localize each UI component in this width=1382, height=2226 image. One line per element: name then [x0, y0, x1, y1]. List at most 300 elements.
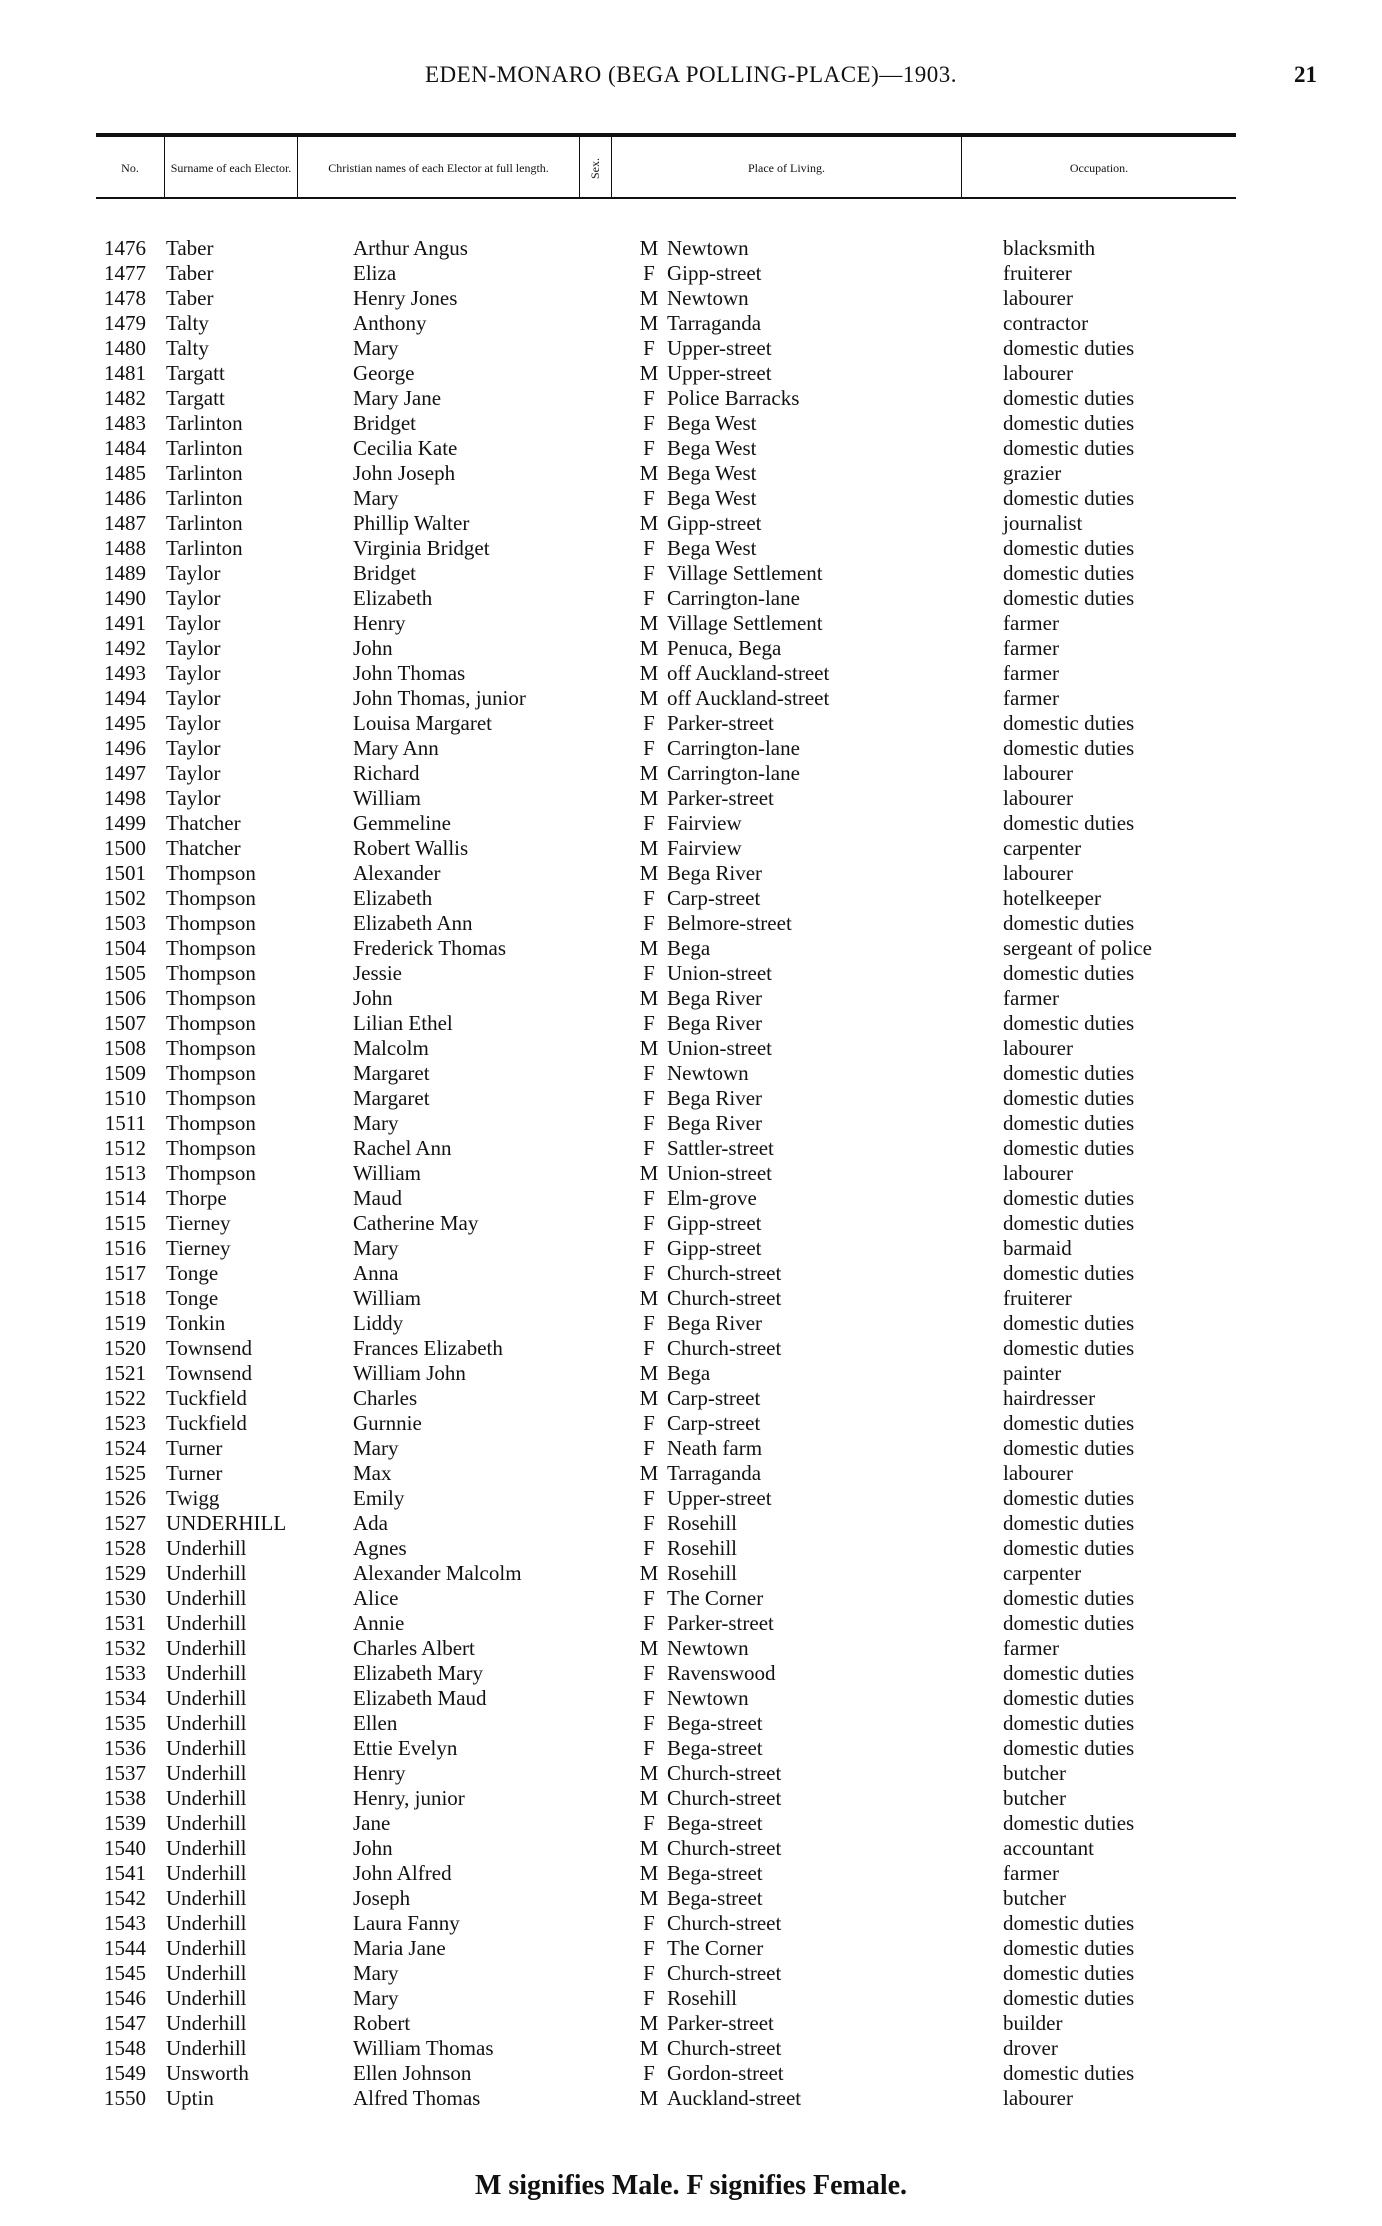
elector-occupation: painter	[1003, 1361, 1062, 1385]
table-row	[0, 286, 1382, 311]
elector-christian-names: Henry	[353, 1761, 406, 1785]
table-row	[0, 1786, 1382, 1811]
elector-surname: Thorpe	[166, 1186, 227, 1210]
elector-number: 1507	[104, 1011, 146, 1035]
elector-occupation: domestic duties	[1003, 1111, 1135, 1135]
table-row	[0, 236, 1382, 261]
table-row	[0, 1211, 1382, 1236]
elector-number: 1541	[104, 1861, 146, 1885]
elector-christian-names: Henry Jones	[353, 286, 458, 310]
table-row	[0, 361, 1382, 386]
elector-place: Fairview	[667, 811, 742, 835]
elector-sex: M	[639, 1886, 659, 1910]
elector-christian-names: Richard	[353, 761, 420, 785]
elector-occupation: butcher	[1003, 1786, 1066, 1810]
elector-occupation: farmer	[1003, 1861, 1059, 1885]
elector-surname: Thompson	[166, 1036, 256, 1060]
elector-occupation: domestic duties	[1003, 1411, 1135, 1435]
table-row	[0, 1261, 1382, 1286]
elector-number: 1494	[104, 686, 146, 710]
elector-christian-names: Malcolm	[353, 1036, 429, 1060]
elector-christian-names: Charles Albert	[353, 1636, 475, 1660]
elector-number: 1510	[104, 1086, 146, 1110]
elector-sex: M	[639, 311, 659, 335]
elector-sex: M	[639, 286, 659, 310]
elector-occupation: labourer	[1003, 786, 1073, 810]
elector-sex: M	[639, 1836, 659, 1860]
elector-occupation: labourer	[1003, 361, 1073, 385]
elector-occupation: domestic duties	[1003, 811, 1135, 835]
elector-surname: Taylor	[166, 736, 221, 760]
elector-sex: F	[643, 1986, 655, 2010]
elector-sex: M	[639, 2036, 659, 2060]
elector-occupation: farmer	[1003, 686, 1059, 710]
elector-sex: M	[639, 686, 659, 710]
elector-number: 1531	[104, 1611, 146, 1635]
elector-christian-names: Gurnnie	[353, 1411, 422, 1435]
header-surname: Surname of each Elector.	[164, 137, 297, 199]
elector-christian-names: Mary	[353, 1986, 399, 2010]
elector-surname: Townsend	[166, 1361, 253, 1385]
elector-surname: Underhill	[166, 1536, 247, 1560]
table-row	[0, 1761, 1382, 1786]
elector-surname: Unsworth	[166, 2061, 249, 2085]
elector-sex: F	[643, 1486, 655, 1510]
elector-sex: M	[639, 611, 659, 635]
elector-number: 1481	[104, 361, 146, 385]
elector-surname: Talty	[166, 311, 209, 335]
header-place: Place of Living.	[611, 137, 961, 199]
elector-sex: M	[639, 761, 659, 785]
elector-place: Ravenswood	[667, 1661, 776, 1685]
elector-surname: Tarlinton	[166, 536, 243, 560]
table-row	[0, 811, 1382, 836]
elector-place: Bega River	[667, 1011, 763, 1035]
elector-sex: F	[643, 1536, 655, 1560]
elector-occupation: labourer	[1003, 2086, 1073, 2110]
elector-place: Bega-street	[667, 1811, 763, 1835]
elector-sex: F	[643, 711, 655, 735]
table-row	[0, 961, 1382, 986]
table-row	[0, 261, 1382, 286]
elector-christian-names: Annie	[353, 1611, 405, 1635]
elector-number: 1522	[104, 1386, 146, 1410]
elector-surname: Underhill	[166, 2011, 247, 2035]
elector-place: Union-street	[667, 1036, 772, 1060]
elector-number: 1506	[104, 986, 146, 1010]
elector-occupation: domestic duties	[1003, 1686, 1135, 1710]
elector-christian-names: Mary Ann	[353, 736, 439, 760]
elector-surname: Twigg	[166, 1486, 220, 1510]
elector-sex: M	[639, 661, 659, 685]
elector-place: Church-street	[667, 2036, 782, 2060]
elector-place: Church-street	[667, 1786, 782, 1810]
elector-sex: F	[643, 411, 655, 435]
elector-christian-names: Louisa Margaret	[353, 711, 492, 735]
elector-number: 1526	[104, 1486, 146, 1510]
elector-sex: F	[643, 961, 655, 985]
elector-christian-names: John Thomas	[353, 661, 466, 685]
elector-place: Police Barracks	[667, 386, 800, 410]
elector-number: 1524	[104, 1436, 146, 1460]
elector-number: 1534	[104, 1686, 146, 1710]
elector-occupation: domestic duties	[1003, 961, 1135, 985]
elector-occupation: domestic duties	[1003, 1136, 1135, 1160]
table-row	[0, 1311, 1382, 1336]
elector-christian-names: Mary	[353, 1436, 399, 1460]
elector-number: 1540	[104, 1836, 146, 1860]
elector-number: 1533	[104, 1661, 146, 1685]
elector-christian-names: Anna	[353, 1261, 399, 1285]
elector-number: 1477	[104, 261, 146, 285]
elector-sex: F	[643, 436, 655, 460]
elector-place: The Corner	[667, 1936, 764, 1960]
elector-number: 1512	[104, 1136, 146, 1160]
elector-occupation: farmer	[1003, 611, 1059, 635]
table-row	[0, 436, 1382, 461]
elector-number: 1545	[104, 1961, 146, 1985]
elector-sex: F	[643, 386, 655, 410]
elector-number: 1501	[104, 861, 146, 885]
elector-surname: Tonge	[166, 1286, 219, 1310]
elector-occupation: accountant	[1003, 1836, 1094, 1860]
elector-surname: Thompson	[166, 1136, 256, 1160]
elector-christian-names: Agnes	[353, 1536, 407, 1560]
elector-place: Upper-street	[667, 1486, 772, 1510]
elector-occupation: labourer	[1003, 861, 1073, 885]
elector-sex: F	[643, 586, 655, 610]
elector-place: Elm-grove	[667, 1186, 757, 1210]
elector-sex: F	[643, 1736, 655, 1760]
elector-sex: F	[643, 886, 655, 910]
elector-surname: Thompson	[166, 886, 256, 910]
table-row	[0, 911, 1382, 936]
elector-occupation: domestic duties	[1003, 411, 1135, 435]
header-occupation: Occupation.	[961, 137, 1236, 199]
elector-place: Bega West	[667, 486, 757, 510]
elector-list	[0, 236, 1382, 2111]
elector-number: 1496	[104, 736, 146, 760]
elector-christian-names: Rachel Ann	[353, 1136, 452, 1160]
elector-christian-names: Bridget	[353, 561, 416, 585]
elector-number: 1521	[104, 1361, 146, 1385]
elector-number: 1514	[104, 1186, 146, 1210]
elector-sex: M	[639, 1286, 659, 1310]
elector-surname: Underhill	[166, 1786, 247, 1810]
elector-surname: Tarlinton	[166, 411, 243, 435]
elector-christian-names: Jane	[353, 1811, 391, 1835]
elector-number: 1505	[104, 961, 146, 985]
elector-sex: M	[639, 786, 659, 810]
elector-sex: F	[643, 1261, 655, 1285]
elector-place: Bega River	[667, 986, 763, 1010]
elector-occupation: domestic duties	[1003, 1311, 1135, 1335]
table-row	[0, 1986, 1382, 2011]
elector-number: 1511	[104, 1111, 146, 1135]
elector-christian-names: Elizabeth	[353, 586, 433, 610]
elector-place: Parker-street	[667, 2011, 774, 2035]
elector-sex: M	[639, 1161, 659, 1185]
table-row	[0, 761, 1382, 786]
elector-christian-names: Ellen	[353, 1711, 398, 1735]
table-row	[0, 936, 1382, 961]
table-row	[0, 1286, 1382, 1311]
elector-place: Village Settlement	[667, 611, 823, 635]
table-row	[0, 511, 1382, 536]
elector-number: 1486	[104, 486, 146, 510]
elector-occupation: domestic duties	[1003, 1711, 1135, 1735]
elector-sex: F	[643, 1436, 655, 1460]
elector-number: 1502	[104, 886, 146, 910]
elector-surname: Underhill	[166, 1711, 247, 1735]
elector-occupation: hairdresser	[1003, 1386, 1096, 1410]
elector-occupation: fruiterer	[1003, 261, 1072, 285]
elector-number: 1487	[104, 511, 146, 535]
elector-place: Rosehill	[667, 1536, 738, 1560]
elector-sex: F	[643, 1511, 655, 1535]
elector-surname: Targatt	[166, 386, 225, 410]
header-sex	[579, 137, 611, 199]
table-row	[0, 1036, 1382, 1061]
table-row	[0, 561, 1382, 586]
elector-sex: F	[643, 1586, 655, 1610]
elector-christian-names: Mary	[353, 1111, 399, 1135]
elector-sex: F	[643, 336, 655, 360]
elector-surname: Tuckfield	[166, 1386, 247, 1410]
elector-surname: Thompson	[166, 986, 256, 1010]
elector-sex: F	[643, 1211, 655, 1235]
elector-christian-names: Elizabeth Maud	[353, 1686, 487, 1710]
elector-christian-names: William	[353, 786, 421, 810]
elector-number: 1498	[104, 786, 146, 810]
elector-surname: Talty	[166, 336, 209, 360]
elector-surname: Thompson	[166, 936, 256, 960]
elector-occupation: butcher	[1003, 1761, 1066, 1785]
elector-occupation: sergeant of police	[1003, 936, 1152, 960]
elector-place: Gipp-street	[667, 1236, 762, 1260]
elector-number: 1508	[104, 1036, 146, 1060]
elector-number: 1478	[104, 286, 146, 310]
elector-surname: Thatcher	[166, 836, 241, 860]
elector-sex: F	[643, 1936, 655, 1960]
elector-number: 1523	[104, 1411, 146, 1435]
table-row	[0, 386, 1382, 411]
elector-sex: F	[643, 561, 655, 585]
elector-sex: M	[639, 1036, 659, 1060]
elector-number: 1543	[104, 1911, 146, 1935]
elector-occupation: domestic duties	[1003, 1661, 1135, 1685]
elector-surname: Tierney	[166, 1236, 231, 1260]
elector-christian-names: John Alfred	[353, 1861, 452, 1885]
table-row	[0, 1411, 1382, 1436]
elector-occupation: domestic duties	[1003, 1811, 1135, 1835]
table-row	[0, 1011, 1382, 1036]
elector-surname: Townsend	[166, 1336, 253, 1360]
elector-surname: Taylor	[166, 561, 221, 585]
elector-surname: Underhill	[166, 1761, 247, 1785]
table-row	[0, 1936, 1382, 1961]
elector-place: Village Settlement	[667, 561, 823, 585]
elector-occupation: domestic duties	[1003, 1511, 1135, 1535]
elector-surname: Taylor	[166, 611, 221, 635]
elector-surname: Turner	[166, 1436, 223, 1460]
elector-surname: Thompson	[166, 1111, 256, 1135]
elector-christian-names: Maria Jane	[353, 1936, 446, 1960]
elector-sex: M	[639, 861, 659, 885]
elector-number: 1542	[104, 1886, 146, 1910]
elector-surname: Underhill	[166, 1861, 247, 1885]
elector-christian-names: John	[353, 636, 393, 660]
elector-number: 1504	[104, 936, 146, 960]
elector-surname: Thompson	[166, 1061, 256, 1085]
elector-number: 1484	[104, 436, 146, 460]
table-row	[0, 1911, 1382, 1936]
table-row	[0, 611, 1382, 636]
elector-number: 1519	[104, 1311, 146, 1335]
elector-sex: M	[639, 936, 659, 960]
table-row	[0, 1636, 1382, 1661]
elector-occupation: carpenter	[1003, 836, 1082, 860]
header-sex-label: Sex.	[588, 157, 602, 179]
elector-place: Gipp-street	[667, 511, 762, 535]
elector-christian-names: Anthony	[353, 311, 427, 335]
elector-sex: F	[643, 1411, 655, 1435]
elector-christian-names: Lilian Ethel	[353, 1011, 453, 1035]
elector-place: Belmore-street	[667, 911, 792, 935]
elector-surname: UNDERHILL	[166, 1511, 287, 1535]
elector-surname: Underhill	[166, 1586, 247, 1610]
elector-surname: Tierney	[166, 1211, 231, 1235]
elector-christian-names: Alexander Malcolm	[353, 1561, 522, 1585]
elector-number: 1546	[104, 1986, 146, 2010]
elector-occupation: domestic duties	[1003, 1436, 1135, 1460]
table-row	[0, 1886, 1382, 1911]
elector-place: Upper-street	[667, 361, 772, 385]
elector-sex: F	[643, 911, 655, 935]
elector-christian-names: Virginia Bridget	[353, 536, 490, 560]
elector-occupation: farmer	[1003, 1636, 1059, 1660]
table-row	[0, 536, 1382, 561]
elector-christian-names: Eliza	[353, 261, 397, 285]
elector-place: Carp-street	[667, 886, 761, 910]
elector-surname: Thompson	[166, 911, 256, 935]
elector-christian-names: Margaret	[353, 1086, 430, 1110]
table-row	[0, 886, 1382, 911]
table-row	[0, 1811, 1382, 1836]
elector-sex: M	[639, 1461, 659, 1485]
table-row	[0, 411, 1382, 436]
elector-christian-names: William	[353, 1161, 421, 1185]
elector-christian-names: Maud	[353, 1186, 402, 1210]
elector-sex: M	[639, 986, 659, 1010]
elector-place: Gipp-street	[667, 1211, 762, 1235]
elector-number: 1525	[104, 1461, 146, 1485]
elector-sex: F	[643, 1011, 655, 1035]
elector-place: off Auckland-street	[667, 661, 830, 685]
elector-occupation: drover	[1003, 2036, 1058, 2060]
elector-occupation: domestic duties	[1003, 536, 1135, 560]
elector-sex: M	[639, 511, 659, 535]
elector-sex: F	[643, 1061, 655, 1085]
elector-occupation: domestic duties	[1003, 1086, 1135, 1110]
elector-occupation: domestic duties	[1003, 1986, 1135, 2010]
elector-christian-names: Alexander	[353, 861, 441, 885]
elector-number: 1520	[104, 1336, 146, 1360]
elector-christian-names: Arthur Angus	[353, 236, 468, 260]
elector-occupation: domestic duties	[1003, 1536, 1135, 1560]
elector-christian-names: Frances Elizabeth	[353, 1336, 503, 1360]
elector-number: 1550	[104, 2086, 146, 2110]
elector-number: 1491	[104, 611, 146, 635]
elector-sex: F	[643, 1336, 655, 1360]
elector-place: Parker-street	[667, 1611, 774, 1635]
elector-occupation: domestic duties	[1003, 561, 1135, 585]
elector-number: 1480	[104, 336, 146, 360]
elector-surname: Turner	[166, 1461, 223, 1485]
elector-number: 1547	[104, 2011, 146, 2035]
elector-christian-names: Ellen Johnson	[353, 2061, 472, 2085]
elector-place: Church-street	[667, 1836, 782, 1860]
elector-number: 1489	[104, 561, 146, 585]
elector-occupation: domestic duties	[1003, 386, 1135, 410]
elector-christian-names: Phillip Walter	[353, 511, 470, 535]
elector-occupation: journalist	[1003, 511, 1083, 535]
elector-surname: Underhill	[166, 1811, 247, 1835]
elector-sex: F	[643, 261, 655, 285]
elector-sex: F	[643, 1661, 655, 1685]
elector-surname: Tuckfield	[166, 1411, 247, 1435]
elector-surname: Tarlinton	[166, 436, 243, 460]
elector-christian-names: William	[353, 1286, 421, 1310]
elector-surname: Taylor	[166, 686, 221, 710]
elector-number: 1532	[104, 1636, 146, 1660]
elector-place: off Auckland-street	[667, 686, 830, 710]
elector-christian-names: Mary	[353, 486, 399, 510]
elector-number: 1529	[104, 1561, 146, 1585]
elector-occupation: barmaid	[1003, 1236, 1072, 1260]
table-row	[0, 1336, 1382, 1361]
elector-occupation: domestic duties	[1003, 1936, 1135, 1960]
elector-number: 1476	[104, 236, 146, 260]
elector-christian-names: Margaret	[353, 1061, 430, 1085]
elector-occupation: farmer	[1003, 661, 1059, 685]
elector-occupation: labourer	[1003, 1461, 1073, 1485]
table-row	[0, 311, 1382, 336]
table-row	[0, 1861, 1382, 1886]
elector-sex: M	[639, 1561, 659, 1585]
table-row	[0, 686, 1382, 711]
elector-occupation: butcher	[1003, 1886, 1066, 1910]
elector-occupation: labourer	[1003, 761, 1073, 785]
table-row	[0, 1736, 1382, 1761]
elector-sex: M	[639, 1786, 659, 1810]
elector-number: 1517	[104, 1261, 146, 1285]
elector-sex: F	[643, 1186, 655, 1210]
table-row	[0, 1561, 1382, 1586]
elector-christian-names: Mary	[353, 1961, 399, 1985]
elector-surname: Tarlinton	[166, 461, 243, 485]
elector-sex: F	[643, 811, 655, 835]
elector-occupation: hotelkeeper	[1003, 886, 1101, 910]
elector-occupation: blacksmith	[1003, 236, 1096, 260]
elector-occupation: labourer	[1003, 286, 1073, 310]
elector-number: 1515	[104, 1211, 146, 1235]
elector-number: 1499	[104, 811, 146, 835]
table-row	[0, 461, 1382, 486]
table-row	[0, 1686, 1382, 1711]
elector-place: Newtown	[667, 236, 749, 260]
elector-place: Fairview	[667, 836, 742, 860]
